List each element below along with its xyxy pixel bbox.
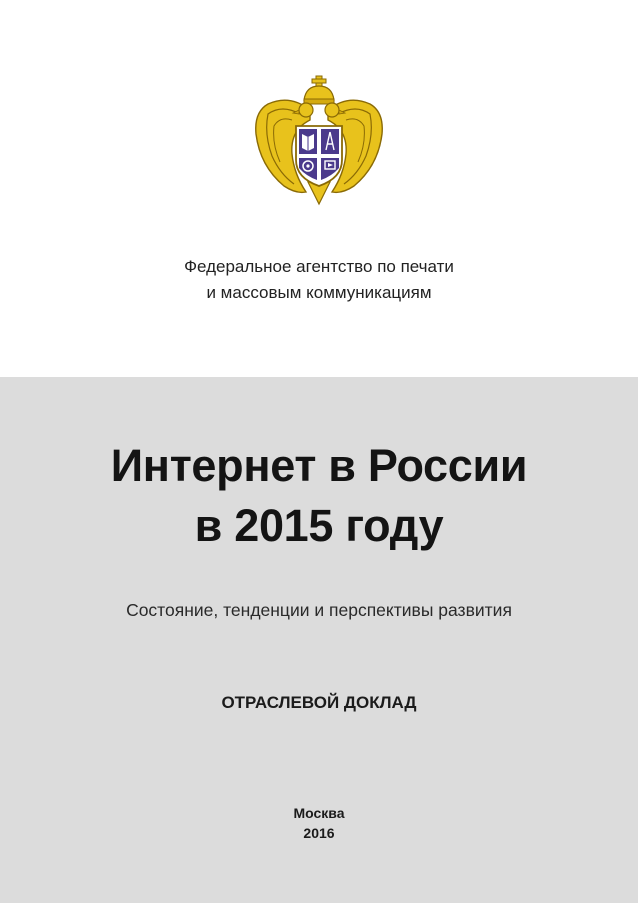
report-title-line-1: Интернет в России [110,440,528,491]
report-title [0,436,638,556]
report-title-line-2: в 2015 году [194,500,444,551]
header-section [0,0,638,377]
agency-name [0,254,638,306]
imprint-year: 2016 [303,825,335,841]
report-subtitle: Состояние, тенденции и перспективы развития [126,600,512,620]
crown-icon [304,76,334,104]
imprint-city: Москва [293,805,345,821]
double-headed-eagle-emblem-icon [250,74,388,208]
imprint [0,803,638,843]
report-type-label: ОТРАСЛЕВОЙ ДОКЛАД [221,693,417,712]
agency-name-line-2: и массовым коммуникациям [206,283,432,302]
agency-name-line-1: Федеральное агентство по печати [184,257,454,276]
